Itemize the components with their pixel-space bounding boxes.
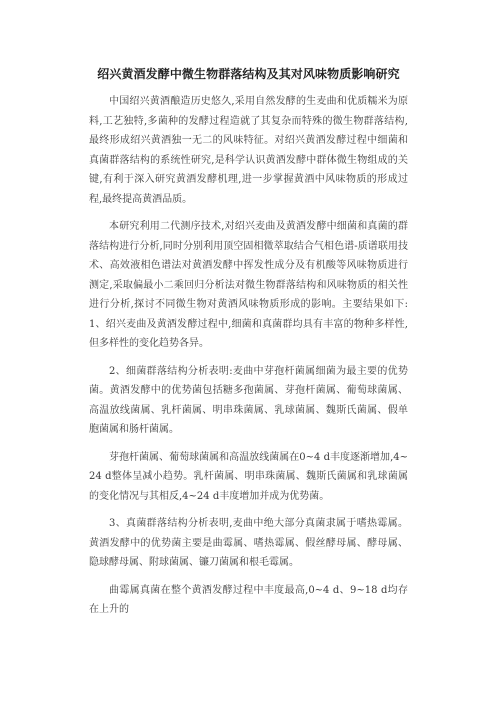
paragraph-bacteria-dominant: 2、细菌群落结构分析表明:麦曲中芽孢杆菌属细菌为最主要的优势菌。黄酒发酵中的优势菌包括糖多孢菌属、芽孢杆菌属、葡萄球菌属、高温放线菌属、乳杆菌属、明串珠菌属、乳球菌属、魏斯氏菌属、假单胞菌属和肠杆菌属。 [89, 365, 408, 435]
paragraph-intro: 中国绍兴黄酒酿造历史悠久,采用自然发酵的生麦曲和优质糯米为原料,工艺独特,多菌种的发酵过程造就了其复杂而特殊的微生物群落结构,最终形成绍兴黄酒独一无二的风味特征。对绍兴黄酒发酵过程中细菌和真菌群落结构的系统性研究,是科学认识黄酒发酵中群体微生物组成的关键,有利于深入研究黄酒发酵机理,进一步掌握黄酒中风味物质的形成过程,最终提高黄酒品质。 [89, 96, 408, 205]
paragraph-fungi-dominant: 3、真菌群落结构分析表明,麦曲中绝大部分真菌隶属于嗜热霉属。黄酒发酵中的优势菌主要是曲霉属、嗜热霉属、假丝酵母属、酵母属、隐球酵母属、附球菌属、镰刀菌属和根毛霉属。 [89, 518, 408, 568]
document-title: 绍兴黄酒发酵中微生物群落结构及其对风味物质影响研究 [97, 67, 400, 81]
paragraph-fungi-trend: 曲霉属真菌在整个黄酒发酵过程中丰度最高,0~4 d、9~18 d均存在上升的 [89, 584, 408, 615]
paragraph-bacteria-trend: 芽孢杆菌属、葡萄球菌属和高温放线菌属在0~4 d丰度逐渐增加,4~24 d整体呈减小趋势。乳杆菌属、明串珠菌属、魏斯氏菌属和乳球菌属的变化情况与其相反,4~24 d丰度增加并成为优势菌。 [89, 451, 408, 502]
paragraph-methods: 本研究利用二代测序技术,对绍兴麦曲及黄酒发酵中细菌和真菌的群落结构进行分析,同时分别利用顶空固相微萃取结合气相色谱-质谱联用技术、高效液相色谱法对黄酒发酵中挥发性成分及有机酸等风味物质进行测定,采取偏最小二乘回归分析法对微生物群落结构和风味物质的相关性进行分析,探讨不同微生物对黄酒风味物质形成的影响。主要结果如下:1、绍兴麦曲及黄酒发酵过程中,细菌和真菌群均具有丰富的物种多样性,但多样性的变化趋势各异。 [89, 221, 408, 349]
